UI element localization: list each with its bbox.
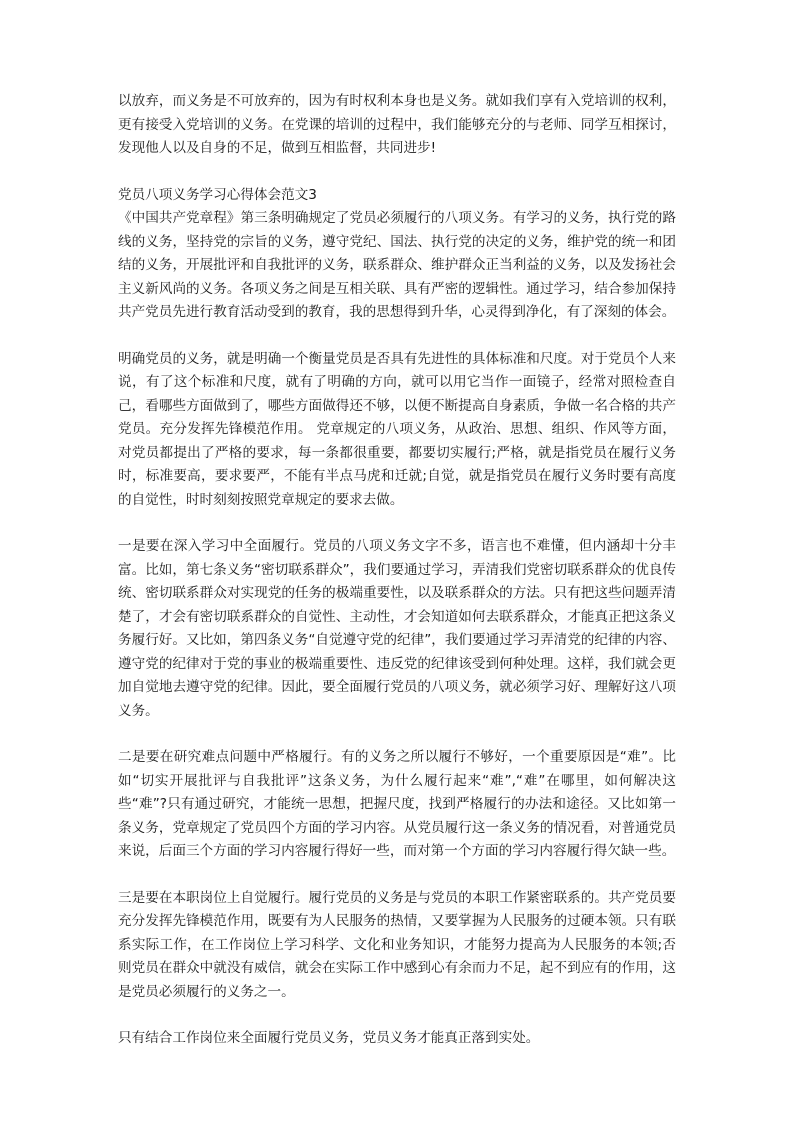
paragraph-spacer xyxy=(118,723,676,746)
paragraph-charter: 《中国共产党章程》第三条明确规定了党员必须履行的八项义务。有学习的义务，执行党的路线的义务，坚持党的宗旨的义务，遵守党纪、国法、执行党的决定的义务，维护党的统一和团结的义务，开展批评和自我批评的义务，联系群众、维护群众正当利益的义务，以及发扬社会主义新风尚的义务。各项义务之间是互相关联、具有严密的逻辑性。通过学习，结合参加保持共产党员先进行教育活动受到的教育，我的思想得到升华，心灵得到净化，有了深刻的体会。 xyxy=(118,210,676,320)
paragraph-spacer xyxy=(118,864,676,887)
paragraph-point-two: 二是要在研究难点问题中严格履行。有的义务之所以履行不够好，一个重要原因是“难”。比如“切实开展批评与自我批评”这条义务，为什么履行起来“难”,“难”在哪里，如何解决这些“难”?只有通过研究，才能统一思想，把握尺度，找到严格履行的办法和途径。又比如第一条义务，党章规定了党员四个方面的学习内容。从党员履行这一条义务的情况看，对普通党员来说，后面三个方面的学习内容履行得好一些，而对第一个方面的学习内容履行得欠缺一些。 xyxy=(118,749,676,859)
paragraph-intro: 以放弃，而义务是不可放弃的，因为有时权利本身也是义务。就如我们享有入党培训的权利，更有接受入党培训的义务。在党课的培训的过程中，我们能够充分的与老师、同学互相探讨，发现他人以及自身的不足，做到互相监督，共同进步! xyxy=(118,93,676,156)
paragraph-conclusion: 只有结合工作岗位来全面履行党员义务，党员义务才能真正落到实处。 xyxy=(118,1030,540,1046)
paragraph-clarify-duties: 明确党员的义务，就是明确一个衡量党员是否具有先进性的具体标准和尺度。对于党员个人来说，有了这个标准和尺度，就有了明确的方向，就可以用它当作一面镜子，经常对照检查自己，看哪些方面做到了，哪些方面做得还不够，以便不断提高自身素质，争做一名合格的共产党员。充分发挥先锋模范作用。 党章规定的八项义务，从政治、思想、组织、作风等方面，对党员都提出了严格的要求，每一条都很重要，都要切实履行;严格，就是指党员在履行义务时，标准要高，要求要严，不能有半点马虎和迁就;自觉，就是指党员在履行义务时要有高度的自觉性，时时刻刻按照党章规定的要求去做。 xyxy=(118,350,676,508)
paragraph-spacer xyxy=(118,1004,676,1027)
document-page xyxy=(118,90,676,1051)
section-heading: 党员八项义务学习心得体会范文3 xyxy=(118,186,317,203)
paragraph-point-three: 三是要在本职岗位上自觉履行。履行党员的义务是与党员的本职工作紧密联系的。共产党员要充分发挥先锋模范作用，既要有为人民服务的热情，又要掌握为人民服务的过硬本领。只有联系实际工作，在工作岗位上学习科学、文化和业务知识，才能努力提高为人民服务的本领;否则党员在群众中就没有威信，就会在实际工作中感到心有余而力不足，起不到应有的作用，这是党员必须履行的义务之一。 xyxy=(118,889,676,1000)
paragraph-spacer xyxy=(118,512,676,535)
paragraph-spacer xyxy=(118,161,676,184)
paragraph-spacer xyxy=(118,325,676,348)
paragraph-point-one: 一是要在深入学习中全面履行。党员的八项义务文字不多，语言也不难懂，但内涵却十分丰富。比如，第七条义务“密切联系群众”，我们要通过学习，弄清我们党密切联系群众的优良传统、密切联系群众对实现党的任务的极端重要性，以及联系群众的方法。只有把这些问题弄清楚了，才会有密切联系群众的自觉性、主动性，才会知道如何去联系群众，才能真正把这条义务履行好。又比如，第四条义务“自觉遵守党的纪律”，我们要通过学习弄清党的纪律的内容、遵守党的纪律对于党的事业的极端重要性、违反党的纪律该受到何种处理。这样，我们就会更加自觉地去遵守党的纪律。因此，要全面履行党员的八项义务，就必须学习好、理解好这八项义务。 xyxy=(118,538,676,719)
